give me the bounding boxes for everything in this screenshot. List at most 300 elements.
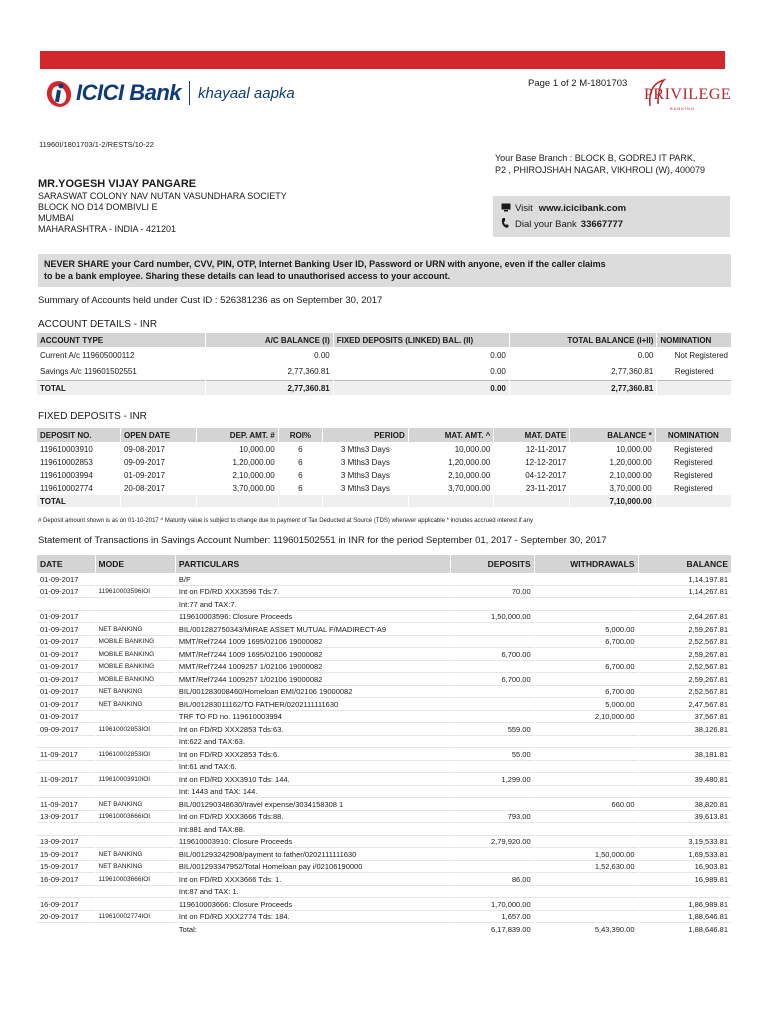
table-cell (494, 495, 569, 507)
table-cell (451, 599, 534, 611)
table-cell: NET BANKING (96, 687, 175, 699)
table-cell (96, 837, 175, 849)
table-cell (96, 787, 175, 799)
column-header: NOMINATION (657, 333, 731, 347)
table-cell: 6 (298, 457, 303, 467)
table-cell: 11-09-2017 (37, 799, 95, 811)
table-cell (451, 887, 534, 899)
table-cell: Registered (674, 470, 713, 480)
icici-logo (44, 76, 295, 110)
table-cell: 01-09-2017 (37, 687, 95, 699)
account-details-title: ACCOUNT DETAILS - INR (38, 319, 158, 330)
website-link[interactable]: www.icicibank.com (538, 202, 627, 214)
table-cell (535, 824, 638, 836)
fd-balance: 0.00 (490, 367, 506, 376)
table-cell: 1,50,000.00 (535, 849, 638, 861)
table-cell (96, 574, 175, 586)
table-row (37, 749, 731, 761)
table-cell: 6 (298, 483, 303, 493)
address-line: MUMBAI (38, 213, 74, 223)
table-cell: Int:77 and TAX:7. (176, 599, 450, 611)
table-cell: 3 Mths3 Days (340, 457, 390, 467)
table-total-row (37, 924, 731, 936)
table-cell: Int on FD/RD XXX3666 Tds: 1. (176, 874, 450, 886)
icici-logo-mark-icon (44, 78, 74, 108)
table-cell (96, 887, 175, 899)
table-row (37, 724, 731, 736)
table-cell: 1,20,000.00 (609, 457, 652, 467)
table-row (37, 862, 731, 874)
table-cell (451, 574, 534, 586)
table-cell (451, 787, 534, 799)
table-cell: 23-11-2017 (525, 483, 567, 493)
column-header: A/C BALANCE (I) (206, 333, 333, 347)
table-cell: Int: 1443 and TAX: 144. (176, 787, 450, 799)
table-cell: 3 Mths3 Days (340, 483, 390, 493)
table-cell: BIL/001290348630/travel expense/3034158308 1 (176, 799, 450, 811)
table-cell: 3,70,000.00 (448, 483, 491, 493)
table-cell (535, 899, 638, 911)
account-type: Savings A/c 119601502551 (40, 367, 137, 376)
total-balance: 0.00 (637, 351, 654, 360)
table-cell (96, 712, 175, 724)
table-cell: 119610003596IOI (96, 587, 175, 599)
table-row (37, 649, 731, 661)
table-cell: 01-09-2017 (37, 712, 95, 724)
table-row (37, 737, 731, 749)
computer-icon (501, 203, 515, 214)
table-cell (535, 649, 638, 661)
fd-balance: 0.00 (334, 380, 509, 395)
table-row (37, 456, 731, 468)
base-branch (495, 152, 735, 176)
table-cell (451, 624, 534, 636)
table-cell (639, 887, 732, 899)
table-cell: 38,126.81 (639, 724, 732, 736)
ac-balance: 2,77,360.81 (287, 367, 330, 376)
table-cell: 2,10,000.00 (448, 470, 491, 480)
table-cell: 6,700.00 (535, 637, 638, 649)
table-row (37, 612, 731, 624)
table-row (37, 774, 731, 786)
table-cell (96, 762, 175, 774)
table-cell: Total: (178, 925, 197, 935)
table-cell: 5,000.00 (535, 699, 638, 711)
table-cell: NET BANKING (96, 849, 175, 861)
table-row (37, 849, 731, 861)
table-cell (535, 737, 638, 749)
table-cell: 1,88,646.81 (639, 912, 732, 924)
column-header: MAT. AMT. ^ (409, 428, 494, 442)
table-cell (639, 599, 732, 611)
table-cell (197, 495, 278, 507)
table-cell (535, 674, 638, 686)
column-header: WITHDRAWALS (535, 555, 638, 573)
table-cell: BIL/001283011162/TO FATHER/0202111111630 (176, 699, 450, 711)
table-row (37, 812, 731, 824)
table-cell (535, 812, 638, 824)
table-cell: Int:61 and TAX:6. (176, 762, 450, 774)
fixed-deposits-table (36, 427, 732, 508)
bank-name: ICICI Bank (76, 80, 182, 105)
table-cell: 2,52,567.81 (639, 637, 732, 649)
table-cell: 1,14,267.81 (639, 587, 732, 599)
table-cell: 1,14,197.81 (639, 574, 732, 586)
table-cell: 16-09-2017 (37, 899, 95, 911)
table-cell: 1,86,989.81 (639, 899, 732, 911)
column-header: FIXED DEPOSITS (LINKED) BAL. (II) (334, 333, 509, 347)
table-cell: 11-09-2017 (37, 774, 95, 786)
table-row (37, 762, 731, 774)
table-cell: TRF TO FD no. 119610003994 (176, 712, 450, 724)
column-header: BALANCE * (570, 428, 655, 442)
total-balance: 2,77,360.81 (510, 380, 657, 395)
table-cell (535, 574, 638, 586)
table-cell: 01-09-2017 (37, 649, 95, 661)
customer-address-block (38, 178, 287, 235)
table-cell: 1,52,630.00 (535, 862, 638, 874)
table-row (37, 874, 731, 886)
table-cell (96, 924, 175, 936)
table-cell (535, 612, 638, 624)
table-cell: NET BANKING (96, 799, 175, 811)
table-cell: 01-09-2017 (37, 674, 95, 686)
table-cell: 15-09-2017 (37, 862, 95, 874)
table-cell: MOBILE BANKING (96, 662, 175, 674)
table-cell: 55.00 (451, 749, 534, 761)
table-cell: 3 Mths3 Days (340, 444, 390, 454)
table-cell (96, 824, 175, 836)
table-cell (451, 849, 534, 861)
table-cell (37, 737, 95, 749)
column-header: PERIOD (323, 428, 408, 442)
column-header: ROI% (279, 428, 322, 442)
page-number: Page 1 of 2 M-1801703 (528, 78, 628, 89)
table-cell: MMT/Ref7244 1009 1695/02106 19000082 (176, 637, 450, 649)
table-row (37, 637, 731, 649)
table-cell: 86.00 (451, 874, 534, 886)
table-cell: 2,10,000.00 (609, 470, 652, 480)
table-cell: 01-09-2017 (37, 637, 95, 649)
table-cell: 1,20,000.00 (232, 457, 275, 467)
nomination (657, 380, 731, 395)
table-cell: 13-09-2017 (37, 837, 95, 849)
table-cell: 1,657.00 (451, 912, 534, 924)
fd-footnote: # Deposit amount shown is as on 01-10-2017 ^ Maturity value is subject to change due to payment of Tax Deducted at Source (TDS) wherever applicable * includes accrued interest if any (38, 518, 533, 524)
table-cell (37, 762, 95, 774)
column-header: BALANCE (639, 555, 732, 573)
table-cell: 6 (298, 470, 303, 480)
bank-tagline: khayaal aapka (198, 84, 295, 102)
table-row (37, 712, 731, 724)
table-cell (535, 887, 638, 899)
account-details-table (36, 332, 732, 396)
table-cell: 559.00 (451, 724, 534, 736)
summary-heading: Summary of Accounts held under Cust ID : 526381236 as on September 30, 2017 (38, 295, 383, 306)
statement-reference: 11960I/1801703/1-2/RESTS/10-22 (39, 140, 154, 149)
table-row (37, 662, 731, 674)
table-cell (535, 787, 638, 799)
table-cell: 11-09-2017 (37, 749, 95, 761)
table-cell: 01-09-2017 (37, 574, 95, 586)
table-cell: 6,17,839.00 (491, 925, 531, 935)
statement-title: Statement of Transactions in Savings Account Number: 119601502551 in INR for the period September 01, 2017 - September 30, 2017 (38, 535, 607, 546)
table-cell: 2,64,267.81 (639, 612, 732, 624)
table-cell (535, 774, 638, 786)
nomination: Not Registered (674, 351, 728, 360)
table-cell: 3,70,000.00 (609, 483, 652, 493)
table-cell: BIL/001283008460/Homeloan EMI/02106 19000082 (176, 687, 450, 699)
table-cell: 20-09-2017 (37, 912, 95, 924)
table-cell: 39,613.81 (639, 812, 732, 824)
table-cell (451, 737, 534, 749)
table-cell (451, 824, 534, 836)
table-cell (639, 824, 732, 836)
table-cell (451, 687, 534, 699)
table-row (37, 824, 731, 836)
table-cell: 12-12-2017 (525, 457, 567, 467)
table-cell (535, 762, 638, 774)
nomination: Registered (674, 367, 714, 376)
table-header-row (37, 428, 731, 442)
table-row (37, 912, 731, 924)
table-cell: TOTAL (37, 495, 120, 507)
table-cell: 09-09-2017 (123, 457, 165, 467)
table-cell: 01-09-2017 (37, 612, 95, 624)
table-cell: 2,52,567.81 (639, 687, 732, 699)
column-header: OPEN DATE (121, 428, 196, 442)
table-cell: 3 Mths3 Days (340, 470, 390, 480)
fd-balance: 0.00 (490, 351, 506, 360)
address-line: SARASWAT COLONY NAV NUTAN VASUNDHARA SOCIETY (38, 191, 287, 201)
column-header: MODE (96, 555, 175, 573)
column-header: PARTICULARS (176, 555, 450, 573)
phone-number: 33667777 (580, 218, 624, 230)
table-cell: B/F (176, 574, 450, 586)
dial-label: Dial your Bank (515, 218, 577, 230)
table-cell: 793.00 (451, 812, 534, 824)
table-cell: 119610003994 (40, 470, 93, 480)
table-cell: 38,820.81 (639, 799, 732, 811)
table-row (37, 443, 731, 455)
table-cell (451, 637, 534, 649)
table-cell: 01-09-2017 (37, 587, 95, 599)
warning-line-2: to be a bank employee. Sharing these details can lead to unauthorised access to your account. (44, 271, 451, 281)
table-cell (323, 495, 408, 507)
branch-line-2: P2 , PHIROJSHAH NAGAR, VIKHROLI (W), 400079 (495, 165, 706, 175)
branch-line-1: Your Base Branch : BLOCK B, GODREJ IT PARK, (495, 153, 696, 163)
table-cell (535, 837, 638, 849)
table-cell: 6,700.00 (451, 674, 534, 686)
table-cell: 10,000.00 (239, 444, 275, 454)
table-cell (451, 712, 534, 724)
table-row (37, 364, 731, 379)
table-cell (96, 899, 175, 911)
table-cell: MOBILE BANKING (96, 637, 175, 649)
table-cell: 3,70,000.00 (232, 483, 275, 493)
table-cell (96, 599, 175, 611)
table-cell: 119610002853 (40, 457, 93, 467)
privilege-banking-logo (640, 76, 730, 114)
table-cell: NET BANKING (96, 862, 175, 874)
table-cell: Int on FD/RD XXX3666 Tds:88. (176, 812, 450, 824)
table-cell: 3,19,533.81 (639, 837, 732, 849)
address-line: MAHARASHTRA - INDIA - 421201 (38, 224, 177, 234)
column-header: ACCOUNT TYPE (37, 333, 205, 347)
table-cell: Int:622 and TAX:63. (176, 737, 450, 749)
table-cell (37, 824, 95, 836)
table-cell: 1,50,000.00 (451, 612, 534, 624)
table-cell: MMT/Ref7244 1009257 1/02106 19000082 (176, 662, 450, 674)
table-cell (121, 495, 196, 507)
table-cell: Int on FD/RD XXX2853 Tds:6. (176, 749, 450, 761)
table-cell: Registered (674, 444, 713, 454)
table-cell (656, 495, 731, 507)
table-cell: 10,000.00 (454, 444, 491, 454)
table-cell: 119610003910 (40, 444, 93, 454)
table-row (37, 599, 731, 611)
table-cell: 1,20,000.00 (448, 457, 491, 467)
table-cell: Int on FD/RD XXX3910 Tds: 144. (176, 774, 450, 786)
table-cell: 2,10,000.00 (535, 712, 638, 724)
table-cell: 660.00 (535, 799, 638, 811)
table-cell (639, 737, 732, 749)
transactions-table (36, 554, 732, 937)
table-cell (451, 762, 534, 774)
table-cell (451, 799, 534, 811)
table-cell: 13-09-2017 (37, 812, 95, 824)
table-total-row (37, 495, 731, 507)
table-cell (451, 662, 534, 674)
total-balance: 2,77,360.81 (611, 367, 654, 376)
table-row (37, 899, 731, 911)
table-cell: 70.00 (451, 587, 534, 599)
table-cell: 12-11-2017 (525, 444, 567, 454)
account-type: TOTAL (37, 380, 205, 395)
table-cell: 38,181.81 (639, 749, 732, 761)
table-cell: 2,59,267.81 (639, 624, 732, 636)
table-cell: 01-09-2017 (37, 699, 95, 711)
ac-balance: 0.00 (314, 351, 330, 360)
table-cell: 5,43,390.00 (594, 925, 635, 935)
table-row (37, 787, 731, 799)
column-header: DEPOSITS (451, 555, 534, 573)
table-cell: 2,59,267.81 (639, 649, 732, 661)
table-cell: 119610003596: Closure Proceeds (176, 612, 450, 624)
table-cell: 16-09-2017 (37, 874, 95, 886)
table-cell (639, 787, 732, 799)
account-type: Current A/c 119605000112 (40, 351, 135, 360)
table-cell: 16,989.81 (639, 874, 732, 886)
table-cell: 119610003666IOI (96, 874, 175, 886)
customer-name: MR.YOGESH VIJAY PANGARE (38, 178, 197, 190)
table-cell: MOBILE BANKING (96, 674, 175, 686)
table-cell: 2,10,000.00 (232, 470, 275, 480)
table-cell: 119610003910IOI (96, 774, 175, 786)
table-cell (37, 787, 95, 799)
ac-balance: 2,77,360.81 (206, 380, 333, 395)
table-cell: 6,700.00 (535, 662, 638, 674)
table-cell: 2,59,267.81 (639, 674, 732, 686)
table-row (37, 799, 731, 811)
column-header: DEPOSIT NO. (37, 428, 120, 442)
column-header: MAT. DATE (494, 428, 569, 442)
table-cell (96, 612, 175, 624)
table-total-row (37, 380, 731, 395)
table-cell: 16,903.81 (639, 862, 732, 874)
table-row (37, 348, 731, 363)
table-cell: MMT/Ref7244 1009 1695/02106 19000082 (176, 649, 450, 661)
column-header: TOTAL BALANCE (I+II) (510, 333, 657, 347)
table-cell: 09-09-2017 (37, 724, 95, 736)
table-cell: MOBILE BANKING (96, 649, 175, 661)
table-cell (409, 495, 494, 507)
table-cell: 1,299.00 (451, 774, 534, 786)
table-cell (96, 737, 175, 749)
brand-red-bar (40, 51, 725, 69)
table-row (37, 687, 731, 699)
privilege-sub: BANKING (670, 106, 696, 111)
table-cell: 37,567.81 (639, 712, 732, 724)
table-cell: 5,000.00 (535, 624, 638, 636)
table-cell (451, 862, 534, 874)
table-cell (535, 874, 638, 886)
table-cell: 1,69,533.81 (639, 849, 732, 861)
table-cell: 20-08-2017 (123, 483, 165, 493)
table-cell: Int on FD/RD XXX2774 Tds: 184. (176, 912, 450, 924)
table-cell: 6,700.00 (451, 649, 534, 661)
table-cell: NET BANKING (96, 624, 175, 636)
column-header: DEP. AMT. # (197, 428, 278, 442)
security-warning (38, 254, 731, 287)
table-cell: 119610003666: Closure Proceeds (176, 899, 450, 911)
table-cell: BIL/001282750343/MIRAE ASSET MUTUAL F/MADIRECT-A9 (176, 624, 450, 636)
table-cell: 01-09-2017 (37, 662, 95, 674)
table-cell (279, 495, 322, 507)
table-cell: 119610002853IOI (96, 749, 175, 761)
table-row (37, 674, 731, 686)
table-cell (37, 924, 95, 936)
table-cell (535, 587, 638, 599)
phone-icon (501, 218, 515, 230)
table-cell: 1,70,000.00 (451, 899, 534, 911)
table-cell: BIL/001293242908/payment to father/0202111111630 (176, 849, 450, 861)
column-header: NOMINATION (656, 428, 731, 442)
table-cell (37, 887, 95, 899)
table-cell: 7,10,000.00 (570, 495, 655, 507)
visit-label: Visit (515, 202, 533, 214)
table-header-row (37, 333, 731, 347)
logo-divider (189, 81, 190, 105)
table-cell: 10,000.00 (616, 444, 652, 454)
table-row (37, 574, 731, 586)
table-row (37, 837, 731, 849)
table-row (37, 469, 731, 481)
table-cell: 6,700.00 (535, 687, 638, 699)
table-cell (535, 912, 638, 924)
column-header: DATE (37, 555, 95, 573)
contact-box (493, 196, 730, 237)
fixed-deposits-title: FIXED DEPOSITS - INR (38, 411, 147, 422)
table-cell: 1,88,646.81 (688, 925, 728, 935)
table-cell: 2,52,567.81 (639, 662, 732, 674)
table-cell: 15-09-2017 (37, 849, 95, 861)
table-cell: 119610002774 (40, 483, 93, 493)
warning-line-1: NEVER SHARE your Card number, CVV, PIN, OTP, Internet Banking User ID, Password or URN with anyone, even if the caller claims (44, 259, 606, 269)
table-row (37, 887, 731, 899)
table-cell: Int on FD/RD XXX3596 Tds:7. (176, 587, 450, 599)
table-cell: 119610002853IOI (96, 724, 175, 736)
